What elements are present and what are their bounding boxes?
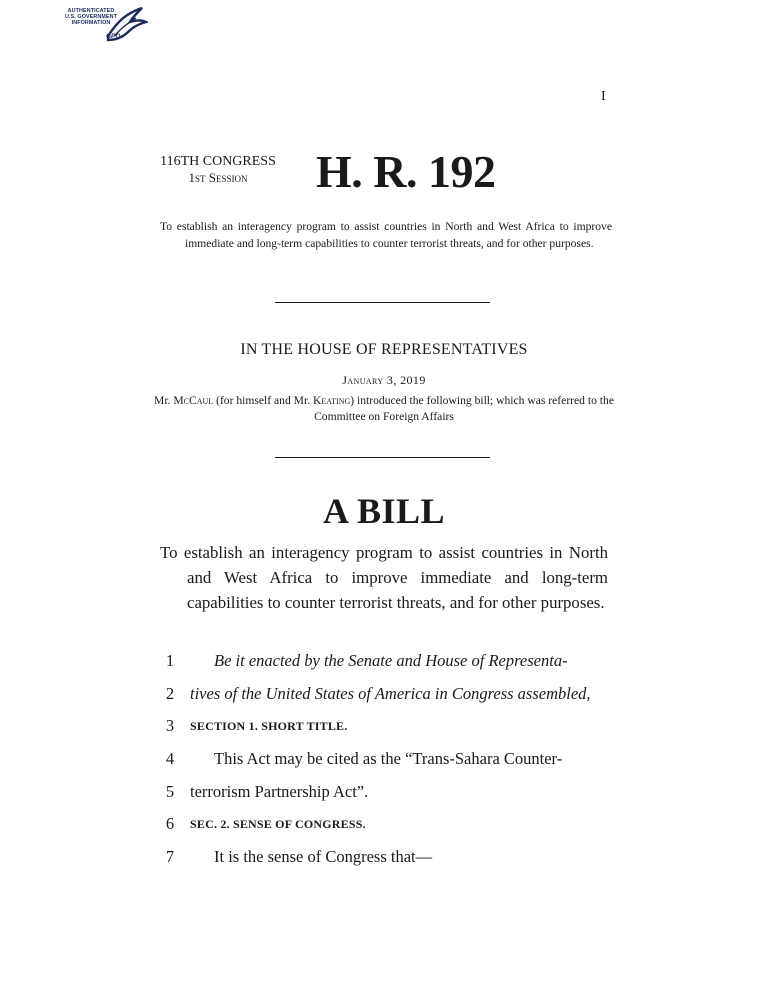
section-heading: SECTION 1. SHORT TITLE. <box>190 719 348 734</box>
introduction-date: January 3, 2019 <box>342 373 426 387</box>
enacting-clause: Be it enacted by the Senate and House of Representa- <box>214 651 568 670</box>
bill-number: H. R. 192 <box>316 146 496 197</box>
chamber-title: IN THE HOUSE OF REPRESENTATIVES <box>240 341 528 358</box>
bill-line <box>150 684 620 717</box>
seal-line-1: AUTHENTICATED <box>67 8 115 14</box>
bill-line <box>150 847 620 880</box>
divider-rule <box>275 457 490 458</box>
intro-text: (for himself and Mr. <box>213 394 314 407</box>
seal-line-2: U.S. GOVERNMENT <box>64 14 118 21</box>
section-heading: SEC. 2. SENSE OF CONGRESS. <box>190 817 366 832</box>
line-number: 6 <box>165 814 175 834</box>
bill-line <box>150 716 620 749</box>
bill-text <box>150 651 620 880</box>
line-number: 7 <box>165 847 175 867</box>
intro-text: ) introduced the following bill; which was referred to the Committee on Foreign Affairs <box>314 394 614 423</box>
bill-line <box>150 651 620 684</box>
bill-line <box>150 814 620 847</box>
line-number: 2 <box>165 683 175 703</box>
bill-line <box>150 782 620 815</box>
sponsor-name: McCaul <box>173 394 214 407</box>
line-number: 1 <box>165 651 175 670</box>
divider-rule <box>275 302 490 303</box>
line-number: 4 <box>165 749 175 769</box>
line-number: 5 <box>165 781 175 801</box>
eagle-icon <box>102 6 148 48</box>
seal-gpo-label: GPO <box>106 33 121 40</box>
short-purpose: To establish an interagency program to assist countries in North and West Africa to improve immediate and long-term capabilities to counter terrorist threats, and for other purposes. <box>160 220 612 250</box>
section-text: This Act may be cited as the “Trans-Sahara Counter- <box>214 749 563 769</box>
congress-session-block <box>150 154 286 186</box>
gpo-authentication-seal <box>62 6 148 48</box>
introduction-statement <box>152 393 616 425</box>
bill-heading: A BILL <box>322 491 446 531</box>
session-label: 1st Session <box>188 170 248 185</box>
seal-line-3: INFORMATION <box>71 20 111 27</box>
line-number: 3 <box>165 716 175 736</box>
long-purpose: To establish an interagency program to assist countries in North and West Africa to improve immediate and long-term capabilities to counter terrorist threats, and for other purposes. <box>160 543 608 612</box>
page-number: I <box>601 89 606 104</box>
cosponsor-name: Keating <box>313 394 351 407</box>
enacting-clause: tives of the United States of America in Congress assembled, <box>190 683 591 703</box>
section-text: terrorism Partnership Act”. <box>190 781 369 801</box>
congress-label: 116TH CONGRESS <box>160 154 276 169</box>
intro-text: Mr. <box>154 394 174 407</box>
bill-line <box>150 749 620 782</box>
section-text: It is the sense of Congress that— <box>214 847 433 867</box>
